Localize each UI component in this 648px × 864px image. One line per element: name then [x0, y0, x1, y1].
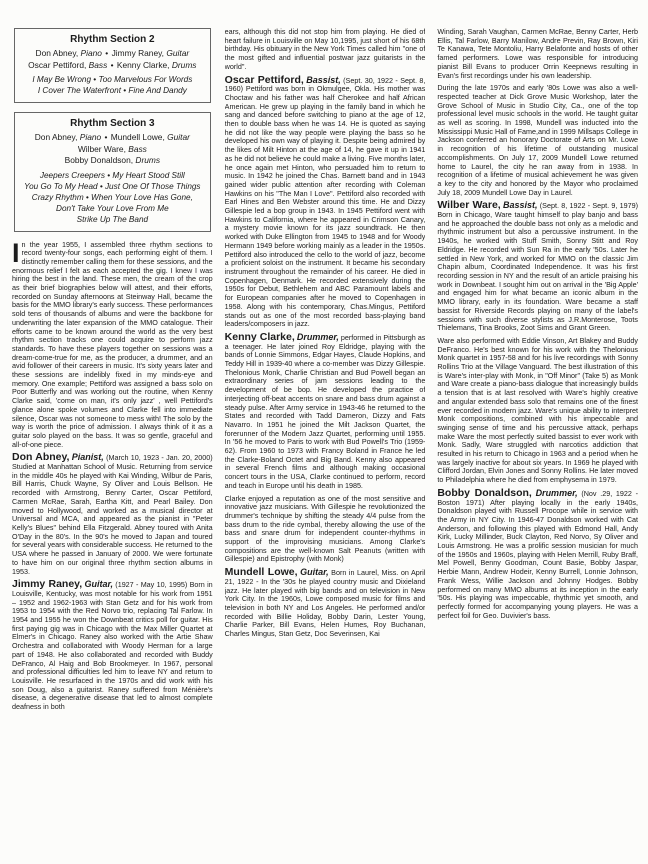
column-left: [12, 28, 213, 850]
musician-instrument: Bass: [88, 59, 108, 70]
rhythm-section-2-title: Rhythm Section 2: [70, 34, 155, 45]
musician-name: Bobby Donaldson,: [64, 155, 134, 165]
bio-jimmy-raney: [12, 580, 213, 712]
column-right: [437, 28, 638, 850]
musician-name: Mundell Lowe,: [110, 132, 165, 142]
bullet-separator: •: [104, 132, 108, 142]
bio-name: Bobby Donaldson,: [437, 486, 532, 499]
song-line: Jeepers Creepers • My Heart Stood Still: [39, 170, 185, 180]
lowe-second-paragraph: During the late 1970s and early '80s Lowe was also a well-respected teacher at Dick Grove Music Workshop, later the Grove School of Music in Studio City, Ca., one of the top professional level music schools in the world. He taught guitar as well as scoring. In 1998, Mundell was inducted into the Mississippi Music Hall of Fame,and in 1999 Millsaps College in Jackson conferred an honorary Doctorate of Arts on Mr. Lowe in recognition of his lifetime of outstanding musical accomplishments. On July 17, 2009 Mundell Lowe returned home to Laurel, the city he ran away from in 1938. In recognition of a lifetime of musical achievement he was given a key to the city and honored by the Mayor who proclaimed July 18, 2009 Mundell Lowe Day in Laurel.: [437, 83, 639, 197]
bio-name: Don Abney,: [12, 451, 70, 464]
musician-instrument: Piano: [79, 132, 102, 142]
musician-name: Wilber Ware,: [77, 143, 126, 154]
personnel-line: [18, 155, 207, 167]
musician-instrument: Guitar: [166, 48, 190, 58]
bio-text: (Sept. 30, 1922 - Sept. 8, 1960) Pettiford was born in Okmulgee, Okla. His mother was Choctaw and his father was half Cherokee and half African American. He grew up playing in the family band in which he sang and danced before switching to piano at the age of 12, then to double bass when he was 14. He is quoted as saying he did not like the way people were playing the bass so he developed his own way of playing it. Despite being admired by the likes of Milt Hinton at the age of 14, he gave it up in 1941 as he did not believe he could make a living. Five months later, he once again met Hinton, who persuaded him to return to music. In 1942 he joined the Chas. Barnett band and in 1943 gained wider public attention after recording with Coleman Hawkins on his "The Man I Love". Pettiford also recorded with Earl Hines and Ben Webster around this time. He and Dizzy Gillespie led a bop group in 1943. In 1945 Pettiford went with Hawkins to California, where he appeared in Crimson Canary, a mystery movie known for its jazz soundtrack. He then worked with Duke Ellington from 1945 to 1948 and for Woody Hermann 1949 before working mainly as a leader in the 1950s. Pettiford also introduced the cello to the world of jazz, become a proficient soloist on the instrument. It became his secondary instrument throughout the remainder of his career. He died in Copenhagen, Denmark. He recorded extensively during the 1950s for Debut, Bethlehem and ABC Paramount labels and for European companies after he moved to Copenhagen in 1958. Along with his contemporary, Chas.Mingus, Pettiford stands out as one of the most recorded bass-playing band leaders/composers in jazz.: [224, 75, 426, 329]
bio-bobby-donaldson: [437, 486, 639, 621]
musician-name: Oscar Pettiford,: [28, 59, 87, 70]
column-middle: [225, 28, 426, 850]
bio-text: (Sept. 8, 1922 - Sept. 9, 1979) Born in Chicago, Ware taught himself to play banjo and bass and he approached the double bass not only as a melodic and rhythmic instrument but also a percussive instrument. In the 1940s, he worked with Stuff Smith, Sonny Stitt and Roy Eldridge. He recorded with Sun Ra in the early '50s. Later he settled in New York, and worked for MMO on the classic Jim Chapin album, Coordinated Independence. It was his first recording session in NY and the result of an article praising his work in Downbeat. I sought him out on arrival in the 'Big Apple' and engaged him for what became an iconic album in the MMO library, early in its foundation. Ware became a staff bassist for Riverside Records playing on many of the label's sessions with such diverse stylists as J.R.Monterose, Toots Thielemans, Tina Brooks, Zoot Sims and Grant Green.: [437, 201, 639, 333]
musician-instrument: Drums: [171, 59, 197, 70]
ware-second-paragraph: Ware also performed with Eddie Vinson, Art Blakey and Buddy DeFranco. He's best known for his work with the Thelonious Monk quartet in 1957-58 and for his live recordings with Sonny Rollins Trio at the Village Vanguard. The best illustration of this is Ware's inter-play with Monk, in "Off Minor" (Take 5) as Monk and Ware create a piano-bass dialogue that increasingly builds a tension that is at last resolved with Ware's highly creative and angular extended bass solo that remains one of the finest ever recorded in modern jazz. Ware's unique ability to interpret Monk compositions, combined with his impeccable and swinging sense of time and his percussive attack, perhaps make Ware the most perfectly suited bassist to ever work with Monk. Sadly, Ware struggled with narcotics addiction that resulted in his return to Chicago in 1963 and a period when he was largely inactive for about six years. In 1969 he played with Clifford Jordan, Elvin Jones and Sonny Rollins. He later moved to Philadelphia where he died from emphysema in 1979.: [437, 335, 639, 485]
bio-role: Bassist,: [306, 74, 341, 85]
song-list: [18, 170, 207, 225]
musician-instrument: Piano: [80, 48, 102, 58]
musician-instrument: Drums: [135, 155, 161, 165]
bio-name: Kenny Clarke,: [224, 330, 295, 343]
musician-instrument: Bass: [128, 143, 147, 154]
bio-mundell-lowe: [225, 568, 426, 639]
intro-paragraph: In the year 1955, I assembled three rhythm sections to record twenty-four songs, each performing eight of them. I distinctly remember calling them for these sessions, and the enormous relief I felt as each accepted the gig. I knew I was hiring the best in the land. These men, the cream of the crop as their brief biographies below will attest, and their efforts, recorded on Sunday afternoons at Steinway Hall, became the basis for the MMO library's early success. These performances sold tens of thousands of albums and were the backbone for underwriting the later expansion of the MMO catalogue. Their efforts came to be known around the world as the very best rhythm section tracks one could acquire to perform jazz standards. To have these players together on sessions was a dream-come-true for me, as the producer, a drummer, and an avid follower of their careers in music. It's sixty years later and these sessions are indelibly fixed in my minds-eye and memory. One example; Pettiford was assigned a bass solo on Poor Butterfly and was working out the routine, when Kenny Clarke said, 'come on man, it's only jazz' , well Pettiford's glance alone spoke volumes and Clarke fell into immediate silence, Oscar was not someone to mess with! The solo by the way is worth the price of admission. I always think of it as a guitar solo played on the bass. It was so gentle, graceful and all-of-one piece.: [12, 237, 213, 449]
bio-text: (Nov .29, 1922 - Boston 1971) After playing locally in the early 1940s, Donaldson played with Russell Procope while in service with the Army in NY City. In 1946-47 Donaldson worked with Cat Anderson, and following this played with Edmond Hall, Andy Kirk, Lucky Millinder, Buck Clayton, Red Norvo, Sy Oliver and Louis Armstrong. He was a prolific session musician for much of the 1950s and 1960s, playing with Helen Merrill, Ruby Braff, Mel Powell, Benny Goodman, Count Basie, Bobby Jaspar, Herbie Mann, Andrew Hodeir, Kenny Burrell, Lonnie Johnson, Frank Wess, Willie Jackson and Johnny Hodges. Bobby performed on many MMO albums at its inception in the early '50s. His playing was impeccable, rhythmic yet smooth, and perfectly formed for accompanying young players. He was a perfect foil for Geo. Duvivier's bass.: [437, 488, 639, 620]
song-line: You Go To My Head • Just One Of Those Things: [24, 181, 201, 191]
raney-continuation-paragraph: ears, although this did not stop him from playing. He died of heart failure in Louisville on May 10,1995, just short of his 68th birthday. His obituary in the New York Times called him "one of the most gifted and influential postwar jazz guitarists in the world".: [224, 28, 426, 71]
clarke-second-paragraph: Clarke enjoyed a reputation as one of the most sensitive and innovative jazz musicians. With Gillespie he revolutionized the drummer's technique by shifting the steady 4/4 pulse from the bass drum to the ride cymbal, thereby allowing the use of the bass and snare drum for independent counter-rhythms in support of the improvising musicians. Among Clarke's compositions are the well-known Salt Peanuts (written with Gillespie) and Epistrophy (with Monk): [224, 493, 426, 564]
bio-oscar-pettiford: [224, 73, 426, 329]
musician-instrument: Guitar: [167, 132, 190, 142]
song-line: Crazy Rhythm • When Your Love Has Gone,: [31, 192, 193, 202]
bio-text: Born in Laurel, Miss. on April 21, 1922 - In the '30s he played country music and Dixieland jazz. He later played with big bands and on television in New York City. In the 1960s, Lowe composed music for films and television in both NY and Los Angeles. He performed and/or recorded with Billie Holiday, Bobby Darin, Lester Young, Charlie Parker, Bill Evans, Helen Humes, Roy Buchanan, Charles Mingus, Stan Getz, Doc Severinsen, Kai: [224, 568, 426, 639]
bio-name: Mundell Lowe,: [224, 566, 298, 579]
bio-text: performed in Pittsburgh as a teenager. He later joined Roy Eldridge, playing with the bands of Lonnie Simmons, Edgar Hayes, Claude Hopkins, and Teddy Hill in 1939-40 where a co-member was Dizzy Gillespie. Thelonious Monk, Charlie Christian and Bud Powell began an extraordinary series of jam sessions leading to the development of be bop. He developed the practice of interjecting off-beat accents on snare and bass drum against a steady pulse. After Army service in 1943-46 he returned to the States and recorded with Tadd Dameron, Dizzy and Fats Navarro. In 1951 he joined the Milt Jackson Quartet, the forerunner of the Modern Jazz Quartet, performing until 1955. In '56 he moved to Paris to work with Bud Powell's Trio (1959-62). From 1960 to 1973 with Francy Boland in France he led the Clarke-Boland Octet and Big Band. Kenny also appeared in several French films and although making occasional concert tours in the USA, Clarke continued to perform, record and teach in Europe until his death in 1985.: [224, 332, 426, 490]
bio-name: Wilber Ware,: [437, 199, 501, 212]
song-line: Strike Up The Band: [76, 214, 149, 224]
lowe-continuation-paragraph: Winding, Sarah Vaughan, Carmen McRae, Benny Carter, Herb Ellis, Tal Farlow, Barry Manilow, Andre Previn, Ray Brown, Kiri Te Kanawa, Tete Montoliu, Harry Belafonte and hosts of other famed performers. Lowe was responsible for introducing pianist Bill Evans to producer Orrin Keepnews resulting in Evan's first recordings under his own leadership.: [437, 28, 639, 80]
rhythm-section-2-box: [14, 28, 211, 103]
bio-role: Guitar,: [300, 567, 329, 578]
bio-name: Oscar Pettiford,: [224, 73, 304, 86]
bio-role: Bassist,: [502, 200, 538, 211]
musician-name: Jimmy Raney,: [111, 48, 164, 58]
rhythm-section-3-box: [14, 112, 211, 232]
song-line: I Cover The Waterfront • Fine And Dandy: [37, 86, 187, 95]
personnel-line: [18, 132, 207, 144]
bio-don-abney: [12, 453, 213, 576]
bio-name: Jimmy Raney,: [12, 578, 83, 591]
song-line: Don't Take Your Love From Me: [56, 203, 169, 213]
bio-text: (1927 - May 10, 1995) Born in Louisville, Kentucky, was most notable for his work from 1951 – 1952 and 1962-1963 with Stan Getz and for his work from 1953 to 1954 with the Red Norvo trio, replacing Tal Farlow. In 1954 and 1955 he won the Downbeat critics poll for guitar. His first paying gig was in Chicago with the Max Miller Quartet at Elmer's in Chicago. Raney also worked with the Artie Shaw Orchestra and collaborated with Woody Herman for a large part of 1948. He also collaborated and recorded with Buddy DeFranco, Al Haig and Bob Brookmeyer. In 1967, personal and professional difficulties led him to leave NY and return to Louisville. He resurfaced in the 1970s and did work with his son Doug, also a guitarist. Raney suffered from Ménière's disease, a degenerative disease that led to almost complete deafness in both: [12, 580, 213, 712]
bio-kenny-clarke: [224, 330, 426, 491]
bio-role: Drummer,: [296, 331, 339, 342]
bullet-separator: •: [110, 59, 114, 70]
song-line: I May Be Wrong • Too Marvelous For Words: [32, 75, 193, 84]
bio-role: Drummer,: [535, 487, 578, 498]
musician-name: Don Abney,: [34, 132, 78, 142]
bullet-separator: •: [105, 48, 109, 58]
personnel-line: [18, 144, 207, 156]
rhythm-section-3-title: Rhythm Section 3: [70, 118, 155, 129]
bio-wilber-ware: [437, 201, 638, 333]
musician-name: Don Abney,: [35, 48, 79, 58]
musician-name: Kenny Clarke,: [116, 59, 170, 70]
personnel-line: [18, 60, 207, 72]
bio-text: (March 10, 1923 - Jan. 20, 2000) Studied at Manhattan School of Music. Returning from service in the middle 40s he played with Kai Winding, Wilbur de Paris, Bill Harris, Chuck Wayne, Sy Oliver and Louis Bellson. He recorded with Armstrong, Benny Carter, Oscar Pettiford, Carmen McRae, Sarah, Eartha Kitt, and Pearl Bailey. Don moved to Hollywood, and worked as a musical director at Universal and MCA, and appeared as the pianist in "Peter Kelly's Blues" behind Ella Fitzgerald. Abney toured with Anita O'Day in the 80's. In the 90's he moved to Japan and toured for several years with considerable success. He returned to the USA where he passed in January of 2000. We were fortunate to have him on our original three rhythm section albums in 1953.: [12, 453, 213, 576]
personnel-line: [18, 48, 207, 60]
bio-role: Pianist,: [71, 452, 104, 463]
song-list: [18, 74, 207, 96]
bio-role: Guitar,: [84, 579, 113, 590]
